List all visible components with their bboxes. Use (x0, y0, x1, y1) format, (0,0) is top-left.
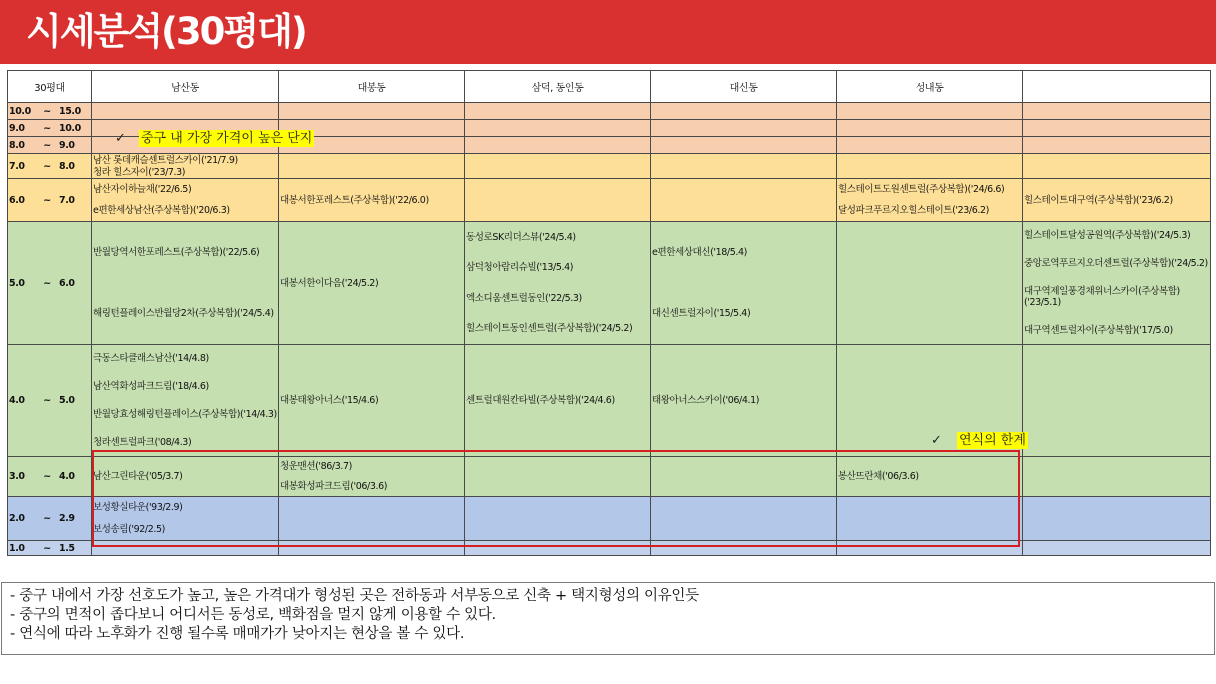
range-high: 9.0 (59, 139, 75, 151)
cell-content (838, 179, 1021, 221)
apartment-entry: 보성황실타운('93/2.9) (93, 502, 183, 514)
price-range-label (8, 457, 92, 497)
apartment-entry: 삼덕청아람리슈빌('13/5.4) (466, 262, 574, 274)
table-cell (651, 154, 837, 179)
cell-content (280, 345, 463, 456)
range-high: 10.0 (59, 122, 81, 134)
apartment-entry: 동성로SK리더스뷰('24/5.4) (466, 231, 576, 243)
table-cell (465, 103, 651, 120)
apartment-entry: 달성파크푸르지오힐스테이트('23/6.2) (838, 205, 989, 216)
table-cell (279, 154, 465, 179)
column-header: 대신동 (651, 71, 837, 103)
page-title: 시세분석(30평대) (26, 10, 306, 53)
table-cell (279, 103, 465, 120)
table-cell (279, 345, 465, 457)
notes-box (1, 582, 1215, 655)
table-cell (1023, 457, 1211, 497)
range-low: 4.0 (9, 395, 25, 406)
apartment-entry: 힐스테이트동인센트럴(주상복합)('24/5.2) (466, 323, 633, 335)
apartment-entry: 힐스테이트대구역(주상복합)('23/6.2) (1024, 194, 1173, 206)
apartment-entry: e편한세상남산(주상복합)('20/6.3) (93, 205, 230, 216)
range-low: 2.0 (9, 513, 25, 524)
corner-header: 30평대 (8, 71, 92, 103)
price-range-label (8, 497, 92, 541)
table-row (8, 222, 1211, 345)
apartment-entry: 대봉화성파크드림('06/3.6) (280, 480, 388, 492)
range-high: 4.0 (59, 471, 75, 482)
apartment-entry: 엑소디움센트럴동인('22/5.3) (466, 292, 582, 304)
apartment-entry: 센트럴대원칸타빌(주상복합)('24/4.6) (466, 395, 615, 406)
range-separator: ~ (43, 194, 51, 206)
table-cell (92, 179, 279, 222)
range-high: 7.0 (59, 194, 75, 206)
apartment-entry: e편한세상대신('18/5.4) (652, 247, 747, 258)
table-cell (1023, 345, 1211, 457)
range-low: 8.0 (9, 139, 25, 151)
column-header (1023, 71, 1211, 103)
range-high: 6.0 (59, 277, 75, 289)
apartment-entry: 중앙로역푸르지오더센트럴(주상복합)('24/5.2) (1024, 258, 1208, 270)
table-cell (837, 120, 1023, 137)
range-separator: ~ (43, 122, 51, 134)
price-range-label (8, 154, 92, 179)
table-cell (1023, 120, 1211, 137)
table-row (8, 345, 1211, 457)
cell-content (93, 345, 277, 456)
cell-content (280, 222, 463, 344)
table-cell (465, 345, 651, 457)
price-range-label (8, 345, 92, 457)
range-low: 9.0 (9, 122, 25, 134)
range-low: 1.0 (9, 542, 25, 554)
range-low: 7.0 (9, 160, 25, 172)
table-cell (837, 103, 1023, 120)
apartment-entry: 태왕아너스스카이('06/4.1) (652, 395, 760, 406)
apartment-entry: 남산 롯데캐슬센트럴스카이('21/7.9) (93, 154, 238, 166)
table-cell (837, 179, 1023, 222)
price-range-label (8, 120, 92, 137)
table-cell (651, 222, 837, 345)
apartment-entry: 청운맨션('86/3.7) (280, 461, 352, 473)
table-row (8, 103, 1211, 120)
table-cell (92, 154, 279, 179)
apartment-entry: 해링턴플레이스반월당2차(주상복합)('24/5.4) (93, 308, 274, 319)
cell-content (280, 179, 463, 221)
note-line: - 중구 내에서 가장 선호도가 높고, 높은 가격대가 형성된 곳은 전하동과 서부동으로 신축 + 택지형성의 이유인듯 (10, 588, 699, 604)
column-header: 대봉동 (279, 71, 465, 103)
table-cell (279, 179, 465, 222)
range-separator: ~ (43, 160, 51, 172)
table-cell (1023, 179, 1211, 222)
range-separator: ~ (43, 542, 51, 554)
table-cell (1023, 154, 1211, 179)
range-separator: ~ (43, 277, 51, 289)
cell-content (466, 222, 649, 344)
apartment-entry: 반월당역서한포레스트(주상복합)('22/5.6) (93, 247, 260, 258)
price-range-label (8, 222, 92, 345)
table-cell (837, 154, 1023, 179)
apartment-entry: 대신센트럴자이('15/5.4) (652, 308, 751, 319)
table-cell (651, 179, 837, 222)
apartment-entry: 극동스타클래스남산('14/4.8) (93, 353, 209, 365)
age-limit-box (92, 450, 1020, 547)
table-cell (651, 120, 837, 137)
price-range-label (8, 541, 92, 556)
table-cell (837, 222, 1023, 345)
cell-content (1024, 179, 1209, 221)
apartment-entry: 대구역제일풍경채위너스카이(주상복합)('23/5.1) (1024, 285, 1180, 308)
range-high: 5.0 (59, 395, 75, 406)
table-cell (465, 222, 651, 345)
apartment-entry: 청라 힐스자이('23/7.3) (93, 166, 186, 178)
table-cell (1023, 497, 1211, 541)
cell-content (93, 222, 277, 344)
column-header: 삼덕, 동인동 (465, 71, 651, 103)
range-separator: ~ (43, 513, 51, 524)
cell-content (1024, 222, 1209, 344)
apartment-entry: 봉산뜨란채('06/3.6) (838, 471, 919, 482)
highest-price-callout: 중구 내 가장 가격이 높은 단지 (141, 131, 313, 146)
apartment-entry: 힐스테이트도원센트럴(주상복합)('24/6.6) (838, 184, 1005, 195)
table-cell (92, 222, 279, 345)
apartment-entry: 반월당효성해링턴플레이스(주상복합)('14/4.3) (93, 408, 277, 420)
range-high: 1.5 (59, 542, 75, 554)
range-low: 5.0 (9, 277, 25, 289)
cell-content (466, 345, 649, 456)
cell-content (652, 222, 835, 344)
apartment-entry: 남산자이하늘채('22/6.5) (93, 184, 192, 195)
range-separator: ~ (43, 395, 51, 406)
table-cell (279, 222, 465, 345)
range-high: 2.9 (59, 513, 75, 524)
table-cell (651, 137, 837, 154)
apartment-entry: 대봉서한포레스트(주상복합)('22/6.0) (280, 194, 429, 206)
note-line: - 중구의 면적이 좁다보니 어디서든 동성로, 백화점을 멀지 않게 이용할 수 있다. (10, 607, 496, 623)
table-cell (92, 103, 279, 120)
table-cell (651, 345, 837, 457)
table-cell (1023, 103, 1211, 120)
table-cell (837, 137, 1023, 154)
table-cell (1023, 222, 1211, 345)
table-cell (92, 345, 279, 457)
table-row (8, 179, 1211, 222)
note-line: - 연식에 따라 노후화가 진행 될수록 매매가가 낮아지는 현상을 볼 수 있다. (10, 626, 465, 642)
range-low: 10.0 (9, 105, 31, 117)
apartment-entry: 힐스테이트달성공원역(주상복합)('24/5.3) (1024, 230, 1191, 242)
price-range-label (8, 179, 92, 222)
apartment-entry: 남산그린타운('05/3.7) (93, 471, 183, 482)
cell-content (93, 179, 277, 221)
apartment-entry: 대구역센트럴자이(주상복합)('17/5.0) (1024, 324, 1173, 336)
table-cell (465, 120, 651, 137)
apartment-entry: 대봉서한이다음('24/5.2) (280, 277, 379, 289)
header-banner (0, 0, 1216, 64)
check-mark: ✓ (931, 433, 942, 448)
table-cell (465, 137, 651, 154)
range-high: 15.0 (59, 105, 81, 117)
cell-content (652, 345, 835, 456)
range-separator: ~ (43, 471, 51, 482)
range-separator: ~ (43, 139, 51, 151)
apartment-entry: 대봉태왕아너스('15/4.6) (280, 395, 379, 406)
age-limit-callout: 연식의 한계 (959, 433, 1026, 448)
price-range-label (8, 103, 92, 120)
table-header-row (8, 71, 1211, 103)
price-range-label (8, 137, 92, 154)
apartment-entry: 남산역화성파크드림('18/4.6) (93, 381, 209, 393)
check-mark: ✓ (115, 131, 126, 146)
range-low: 6.0 (9, 194, 25, 206)
range-high: 8.0 (59, 160, 75, 172)
table-cell (465, 179, 651, 222)
range-low: 3.0 (9, 471, 25, 482)
table-cell (465, 154, 651, 179)
table-row (8, 154, 1211, 179)
apartment-entry: 청라센트럴파크('08/4.3) (93, 436, 192, 448)
range-separator: ~ (43, 105, 51, 117)
table-cell (1023, 541, 1211, 556)
table-cell (1023, 137, 1211, 154)
apartment-entry: 보성송림('92/2.5) (93, 523, 165, 535)
table-cell (651, 103, 837, 120)
column-header: 성내동 (837, 71, 1023, 103)
cell-content (93, 154, 277, 178)
column-header: 남산동 (92, 71, 279, 103)
